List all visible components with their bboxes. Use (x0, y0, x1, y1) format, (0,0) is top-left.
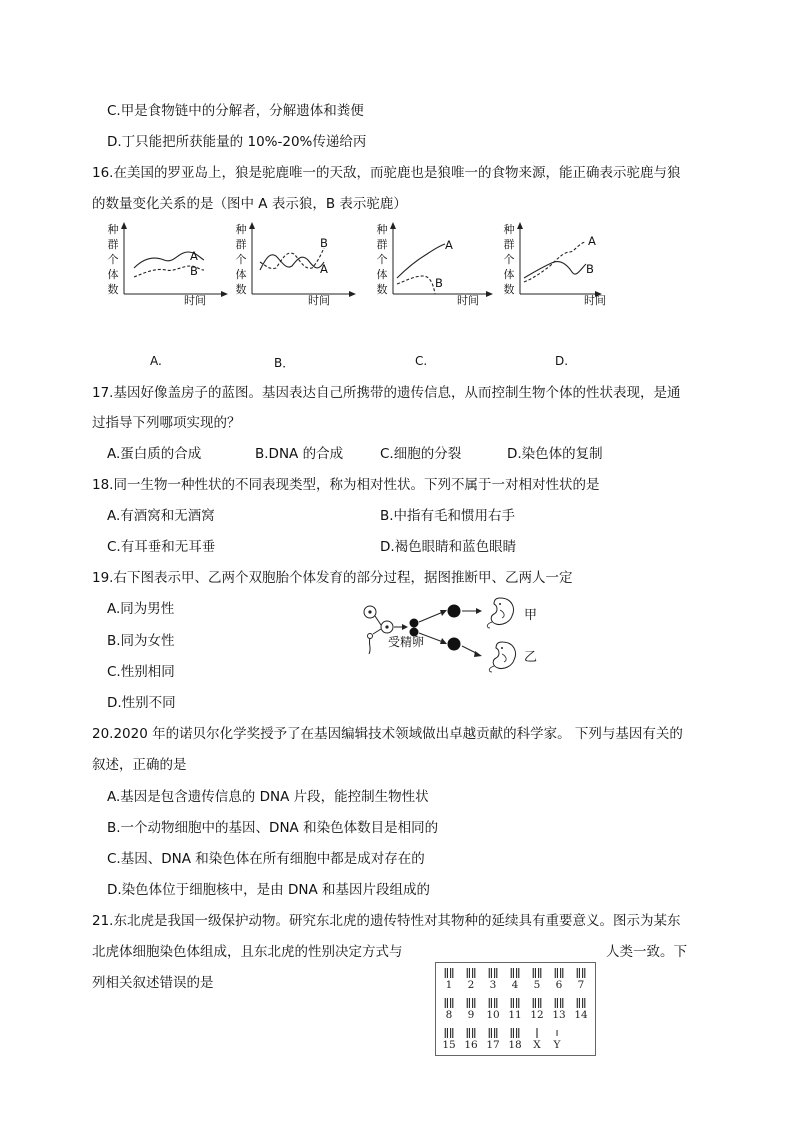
q16-graph-a (107, 222, 232, 312)
q16-stem-line1: 16.在美国的罗亚岛上，狼是驼鹿唯一的天敌，而驼鹿也是狼唯一的食物来源，能正确表示驼鹿与狼 (92, 165, 681, 181)
karyo-pair-15: ǁǁ 15 (442, 1026, 456, 1051)
q21-stem-line3: 列相关叙述错误的是 (92, 975, 214, 991)
q19-label-jia: 甲 (524, 608, 538, 623)
q16-graph-c-label-b: B (435, 276, 443, 290)
q16-choice-c: C. (415, 354, 428, 368)
q16-graph-a-label-b: B (190, 264, 198, 278)
q19-label-zygote: 受精卵 (388, 635, 425, 649)
q19-option-b: B.同为女性 (107, 633, 175, 649)
karyo-pair-18: ǁǁ 18 (508, 1026, 522, 1051)
karyo-pair-7: ǁǁ 7 (575, 966, 587, 991)
karyo-pair-9: ǁǁ 9 (465, 996, 477, 1021)
q19-option-a: A.同为男性 (107, 601, 175, 617)
karyo-chromosome-x: ǀ X (533, 1026, 541, 1051)
karyo-pair-1: ǁǁ 1 (443, 966, 455, 991)
q16-graph-c-plot (381, 222, 501, 312)
karyo-pair-8: ǁǁ 8 (443, 996, 455, 1021)
q20-stem-line2: 叙述，正确的是 (92, 757, 187, 773)
karyo-pair-6: ǁǁ 6 (553, 966, 565, 991)
fetus-jia-icon (487, 598, 513, 628)
karyo-pair-3: ǁǁ 3 (487, 966, 499, 991)
karyo-pair-12: ǁǁ 12 (530, 996, 544, 1021)
fetus-yi-icon (489, 642, 515, 672)
q16-stem-line2: 的数量变化关系的是（图中 A 表示狼，B 表示驼鹿） (92, 196, 407, 212)
q15-option-c: C.甲是食物链中的分解者，分解遗体和粪便 (107, 103, 364, 119)
q21-stem-line2-right: 人类一致。下 (606, 944, 687, 960)
q17-option-c: C.细胞的分裂 (380, 446, 462, 462)
karyo-pair-13: ǁǁ 13 (552, 996, 566, 1021)
q16-graph-c-xlabel: 时间 (457, 294, 479, 307)
q16-graph-a-ylabel: 种 群 个 体 数 (107, 223, 119, 296)
q21-stem-line2-left: 北虎体细胞染色体组成，且东北虎的性别决定方式与 (92, 944, 403, 960)
q16-graph-a-xlabel: 时间 (184, 294, 206, 307)
q16-graph-a-plot (112, 222, 232, 312)
q18-option-c: C.有耳垂和无耳垂 (107, 539, 216, 555)
q16-graph-d (503, 222, 628, 312)
q16-graph-a-label-a: A (190, 249, 198, 263)
karyo-pair-14: ǁǁ 14 (574, 996, 588, 1021)
q18-stem: 18.同一生物一种性状的不同表现类型，称为相对性状。下列不属于一对相对性状的是 (92, 477, 600, 493)
karyo-chromosome-y: ı Y (553, 1026, 561, 1051)
karyo-pair-2: ǁǁ 2 (465, 966, 477, 991)
q16-graph-c (376, 222, 501, 312)
q18-option-a: A.有酒窝和无酒窝 (107, 508, 215, 524)
q20-option-c: C.基因、DNA 和染色体在所有细胞中都是成对存在的 (107, 851, 425, 867)
q16-choice-d: D. (555, 354, 569, 368)
karyo-pair-10: ǁǁ 10 (486, 996, 500, 1021)
q16-graph-c-label-a: A (445, 238, 453, 252)
q16-graph-b-label-b: B (320, 236, 328, 250)
q19-twin-diagram (360, 596, 550, 676)
q16-graph-d-label-b: B (586, 262, 594, 276)
q19-option-c: C.性别相同 (107, 664, 175, 680)
q18-option-d: D.褐色眼睛和蓝色眼睛 (380, 539, 517, 555)
q16-graph-b-xlabel: 时间 (308, 294, 330, 307)
q16-choice-b: B． (274, 356, 295, 370)
q16-graph-b-label-a: A (320, 262, 328, 276)
q16-graph-b-ylabel: 种 群 个 体 数 (235, 223, 247, 296)
q20-option-b: B.一个动物细胞中的基因、DNA 和染色体数目是相同的 (107, 820, 439, 836)
q17-option-d: D.染色体的复制 (507, 446, 603, 462)
q16-graph-d-plot (508, 222, 628, 312)
q16-graph-d-label-a: A (588, 234, 596, 248)
q17-stem-line1: 17.基因好像盖房子的蓝图。基因表达自己所携带的遗传信息，从而控制生物个体的性状表现，是通 (92, 385, 681, 401)
q19-label-yi: 乙 (524, 650, 538, 665)
karyo-pair-16: ǁǁ 16 (464, 1026, 478, 1051)
q19-option-d: D.性别不同 (107, 695, 176, 711)
q17-stem-line2: 过指导下列哪项实现的？ (92, 415, 241, 431)
q17-option-a: A.蛋白质的合成 (107, 446, 202, 462)
q21-stem-line1: 21.东北虎是我国一级保护动物。研究东北虎的遗传特性对其物种的延续具有重要意义。图示为某东 (92, 913, 681, 929)
q16-choice-a: A. (150, 354, 162, 368)
q20-option-d: D.染色体位于细胞核中，是由 DNA 和基因片段组成的 (107, 882, 430, 898)
q20-option-a: A.基因是包含遗传信息的 DNA 片段，能控制生物性状 (107, 789, 429, 805)
karyo-pair-5: ǁǁ 5 (531, 966, 543, 991)
q16-graph-d-xlabel: 时间 (584, 294, 606, 307)
q18-option-b: B.中指有毛和惯用右手 (380, 508, 516, 524)
q16-graph-b-plot (240, 222, 360, 312)
q16-graph-b (235, 222, 360, 312)
karyo-pair-4: ǁǁ 4 (509, 966, 521, 991)
q15-option-d: D.丁只能把所获能量的 10%-20%传递给丙 (107, 134, 367, 150)
karyo-pair-17: ǁǁ 17 (486, 1026, 500, 1051)
q19-stem: 19.右下图表示甲、乙两个双胞胎个体发育的部分过程，据图推断甲、乙两人一定 (92, 570, 573, 586)
q16-graph-c-ylabel: 种 群 个 体 数 (376, 223, 388, 296)
q20-stem-line1: 20.2020 年的诺贝尔化学奖授予了在基因编辑技术领域做出卓越贡献的科学家。 下列与基因有关的 (92, 726, 683, 742)
karyo-pair-11: ǁǁ 11 (508, 996, 522, 1021)
q21-karyotype-figure (435, 962, 596, 1056)
q16-graph-d-ylabel: 种 群 个 体 数 (503, 223, 515, 296)
q17-option-b: B.DNA 的合成 (255, 446, 344, 462)
